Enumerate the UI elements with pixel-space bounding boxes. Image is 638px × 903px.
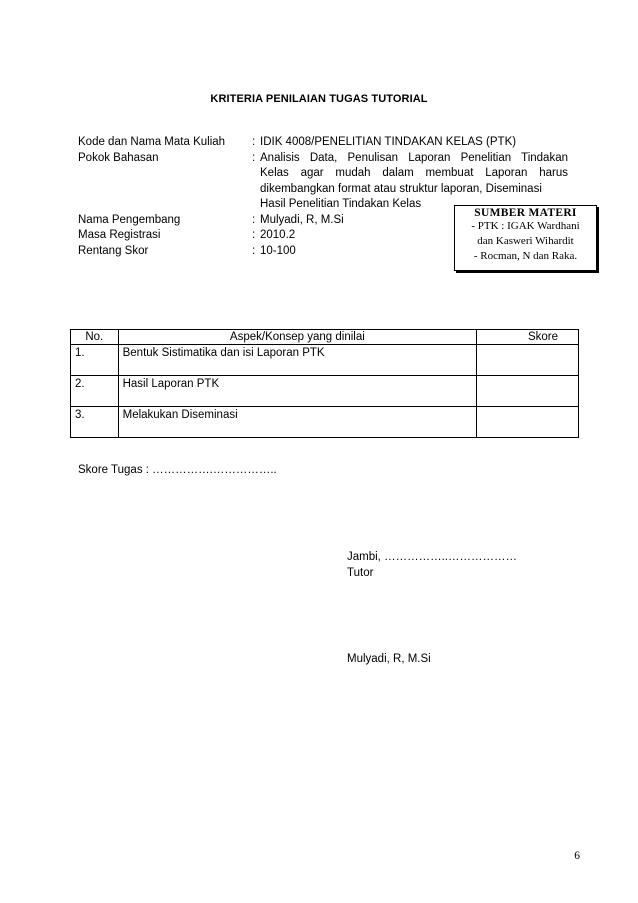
source-material-title: SUMBER MATERI bbox=[474, 207, 577, 219]
topic-line: Hasil Penelitian Tindakan Kelas bbox=[260, 198, 422, 210]
cell-no: 3. bbox=[71, 407, 119, 438]
source-material-line: - Rocman, N dan Raka. bbox=[473, 250, 578, 262]
header-skore: Skore bbox=[477, 330, 579, 345]
cell-aspek: Bentuk Sistimatika dan isi Laporan PTK bbox=[118, 345, 477, 376]
cell-no: 2. bbox=[71, 376, 119, 407]
topic-line: dikembangkan format atau struktur laporan, Diseminasi bbox=[260, 182, 542, 195]
info-label: Masa Registrasi bbox=[78, 229, 161, 241]
cell-skore[interactable] bbox=[477, 407, 579, 438]
info-label: Kode dan Nama Mata Kuliah bbox=[78, 136, 226, 148]
source-material-line: dan Kasweri Wihardit bbox=[477, 235, 574, 247]
signature-block bbox=[347, 549, 517, 581]
table-header-row bbox=[71, 330, 579, 345]
info-row-topic bbox=[78, 151, 598, 213]
cell-aspek: Melakukan Diseminasi bbox=[118, 407, 477, 438]
topic-line: Kelas agar mudah dalam membuat Laporan harus bbox=[260, 167, 568, 179]
info-value: IDIK 4008/PENELITIAN TINDAKAN KELAS (PTK) bbox=[260, 136, 517, 148]
header-aspek: Aspek/Konsep yang dinilai bbox=[118, 330, 477, 345]
assessment-table bbox=[70, 329, 579, 438]
info-colon: : bbox=[252, 213, 256, 226]
signature-role: Tutor bbox=[347, 567, 374, 579]
info-colon: : bbox=[252, 229, 256, 241]
info-value: 10-100 bbox=[260, 244, 296, 257]
signature-name: Mulyadi, R, M.Si bbox=[347, 653, 431, 665]
header-no: No. bbox=[71, 330, 119, 345]
info-value: 2010.2 bbox=[260, 229, 296, 241]
topic-line: Analisis Data, Penulisan Laporan Penelitian Tindakan bbox=[260, 151, 568, 164]
document-title: KRITERIA PENILAIAN TUGAS TUTORIAL bbox=[210, 93, 428, 105]
info-row-course bbox=[78, 135, 598, 151]
table-row bbox=[71, 345, 579, 376]
info-label: Nama Pengembang bbox=[78, 213, 181, 226]
cell-no: 1. bbox=[71, 345, 119, 376]
info-colon: : bbox=[252, 136, 256, 148]
cell-skore[interactable] bbox=[477, 345, 579, 376]
table-row bbox=[71, 407, 579, 438]
cell-aspek: Hasil Laporan PTK bbox=[118, 376, 477, 407]
info-value bbox=[260, 151, 568, 213]
info-colon: : bbox=[252, 151, 256, 164]
task-score-line: Skore Tugas : …………….…………….. bbox=[78, 464, 277, 476]
signature-place-date: Jambi, ……………..……………… bbox=[347, 551, 517, 563]
info-label: Pokok Bahasan bbox=[78, 151, 159, 164]
page-number: 6 bbox=[574, 850, 580, 862]
info-label: Rentang Skor bbox=[78, 244, 149, 257]
cell-skore[interactable] bbox=[477, 376, 579, 407]
table-row bbox=[71, 376, 579, 407]
info-value: Mulyadi, R, M.Si bbox=[260, 213, 344, 226]
source-material-box bbox=[454, 205, 597, 271]
info-colon: : bbox=[252, 244, 256, 257]
source-material-line: - PTK : IGAK Wardhani bbox=[471, 220, 580, 232]
